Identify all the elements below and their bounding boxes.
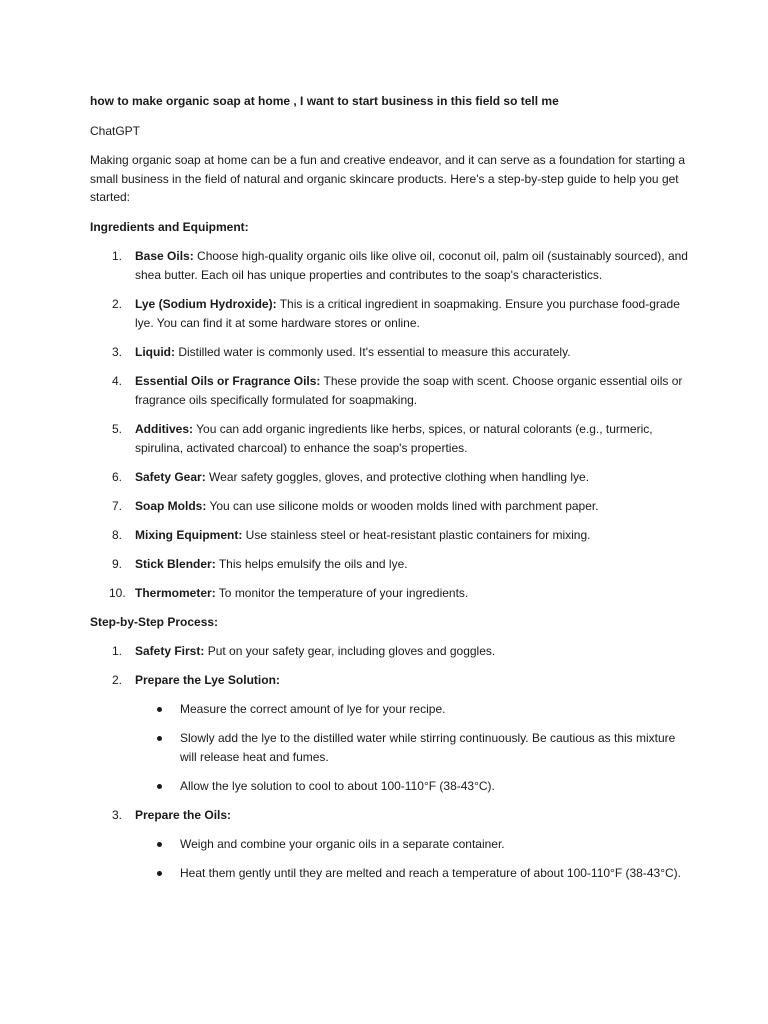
document-page — [90, 92, 690, 893]
oils-bullets — [135, 835, 690, 883]
process-heading: Step-by-Step Process: — [90, 614, 219, 629]
bullet-item: Measure the correct amount of lye for your recipe. — [135, 700, 690, 719]
process-list — [90, 642, 690, 883]
bullet-item: Slowly add the lye to the distilled water while stirring continuously. Be cautious as this mixture will release heat and fumes. — [135, 729, 690, 767]
ingredients-list — [90, 247, 690, 603]
intro-paragraph: Making organic soap at home can be a fun and creative endeavor, and it can serve as a foundation for starting a small business in the field of natural and organic skincare products. Here's a step-by-step guide to help you get started: — [90, 153, 686, 204]
list-item: 8. Mixing Equipment: Use stainless steel or heat-resistant plastic containers for mixing. — [112, 527, 591, 542]
list-item: 6. Safety Gear: Wear safety goggles, gloves, and protective clothing when handling lye. — [112, 469, 590, 484]
list-item: 9. Stick Blender: This helps emulsify the oils and lye. — [112, 556, 408, 571]
bullet-item: Heat them gently until they are melted and reach a temperature of about 100-110°F (38-43°C). — [135, 864, 690, 883]
lye-bullets — [135, 700, 690, 796]
ingredients-heading: Ingredients and Equipment: — [90, 219, 249, 234]
list-item: 1. Base Oils: Choose high-quality organic oils like olive oil, coconut oil, palm oil (sustainably sourced), and shea butter. Each oil has unique properties and contributes to the soap's characteristics. — [112, 248, 688, 282]
list-item: 10. Thermometer: To monitor the temperature of your ingredients. — [109, 585, 469, 600]
list-item: 5. Additives: You can add organic ingredients like herbs, spices, or natural colorants (e.g., turmeric, spirulina, activated charcoal) to enhance the soap's properties. — [112, 421, 653, 455]
process-step-lye: 2. Prepare the Lye Solution: Measure the correct amount of lye for your recipe. Slowly add the lye to the distilled water while stirring continuously. Be cautious as this mixture will release heat and fumes. Allow the lye solution to cool to about 100-110°F (38-43°C). — [90, 671, 690, 796]
list-item: 7. Soap Molds: You can use silicone molds or wooden molds lined with parchment paper. — [112, 498, 599, 513]
process-step-oils: 3. Prepare the Oils: Weigh and combine your organic oils in a separate container. Heat them gently until they are melted and reach a temperature of about 100-110°F (38-43°C). — [90, 806, 690, 883]
bullet-item: Weigh and combine your organic oils in a separate container. — [135, 835, 690, 854]
bullet-item: Allow the lye solution to cool to about 100-110°F (38-43°C). — [135, 777, 690, 796]
user-question: how to make organic soap at home , I want to start business in this field so tell me — [90, 94, 559, 108]
list-item: 3. Liquid: Distilled water is commonly used. It's essential to measure this accurately. — [112, 344, 571, 359]
speaker-label: ChatGPT — [90, 124, 141, 138]
process-step-safety: 1. Safety First: Put on your safety gear, including gloves and goggles. — [112, 643, 496, 658]
list-item: 4. Essential Oils or Fragrance Oils: These provide the soap with scent. Choose organic essential oils or fragrance oils specifically formulated for soapmaking. — [112, 373, 683, 407]
list-item: 2. Lye (Sodium Hydroxide): This is a critical ingredient in soapmaking. Ensure you purchase food-grade lye. You can find it at some hardware stores or online. — [112, 296, 680, 330]
